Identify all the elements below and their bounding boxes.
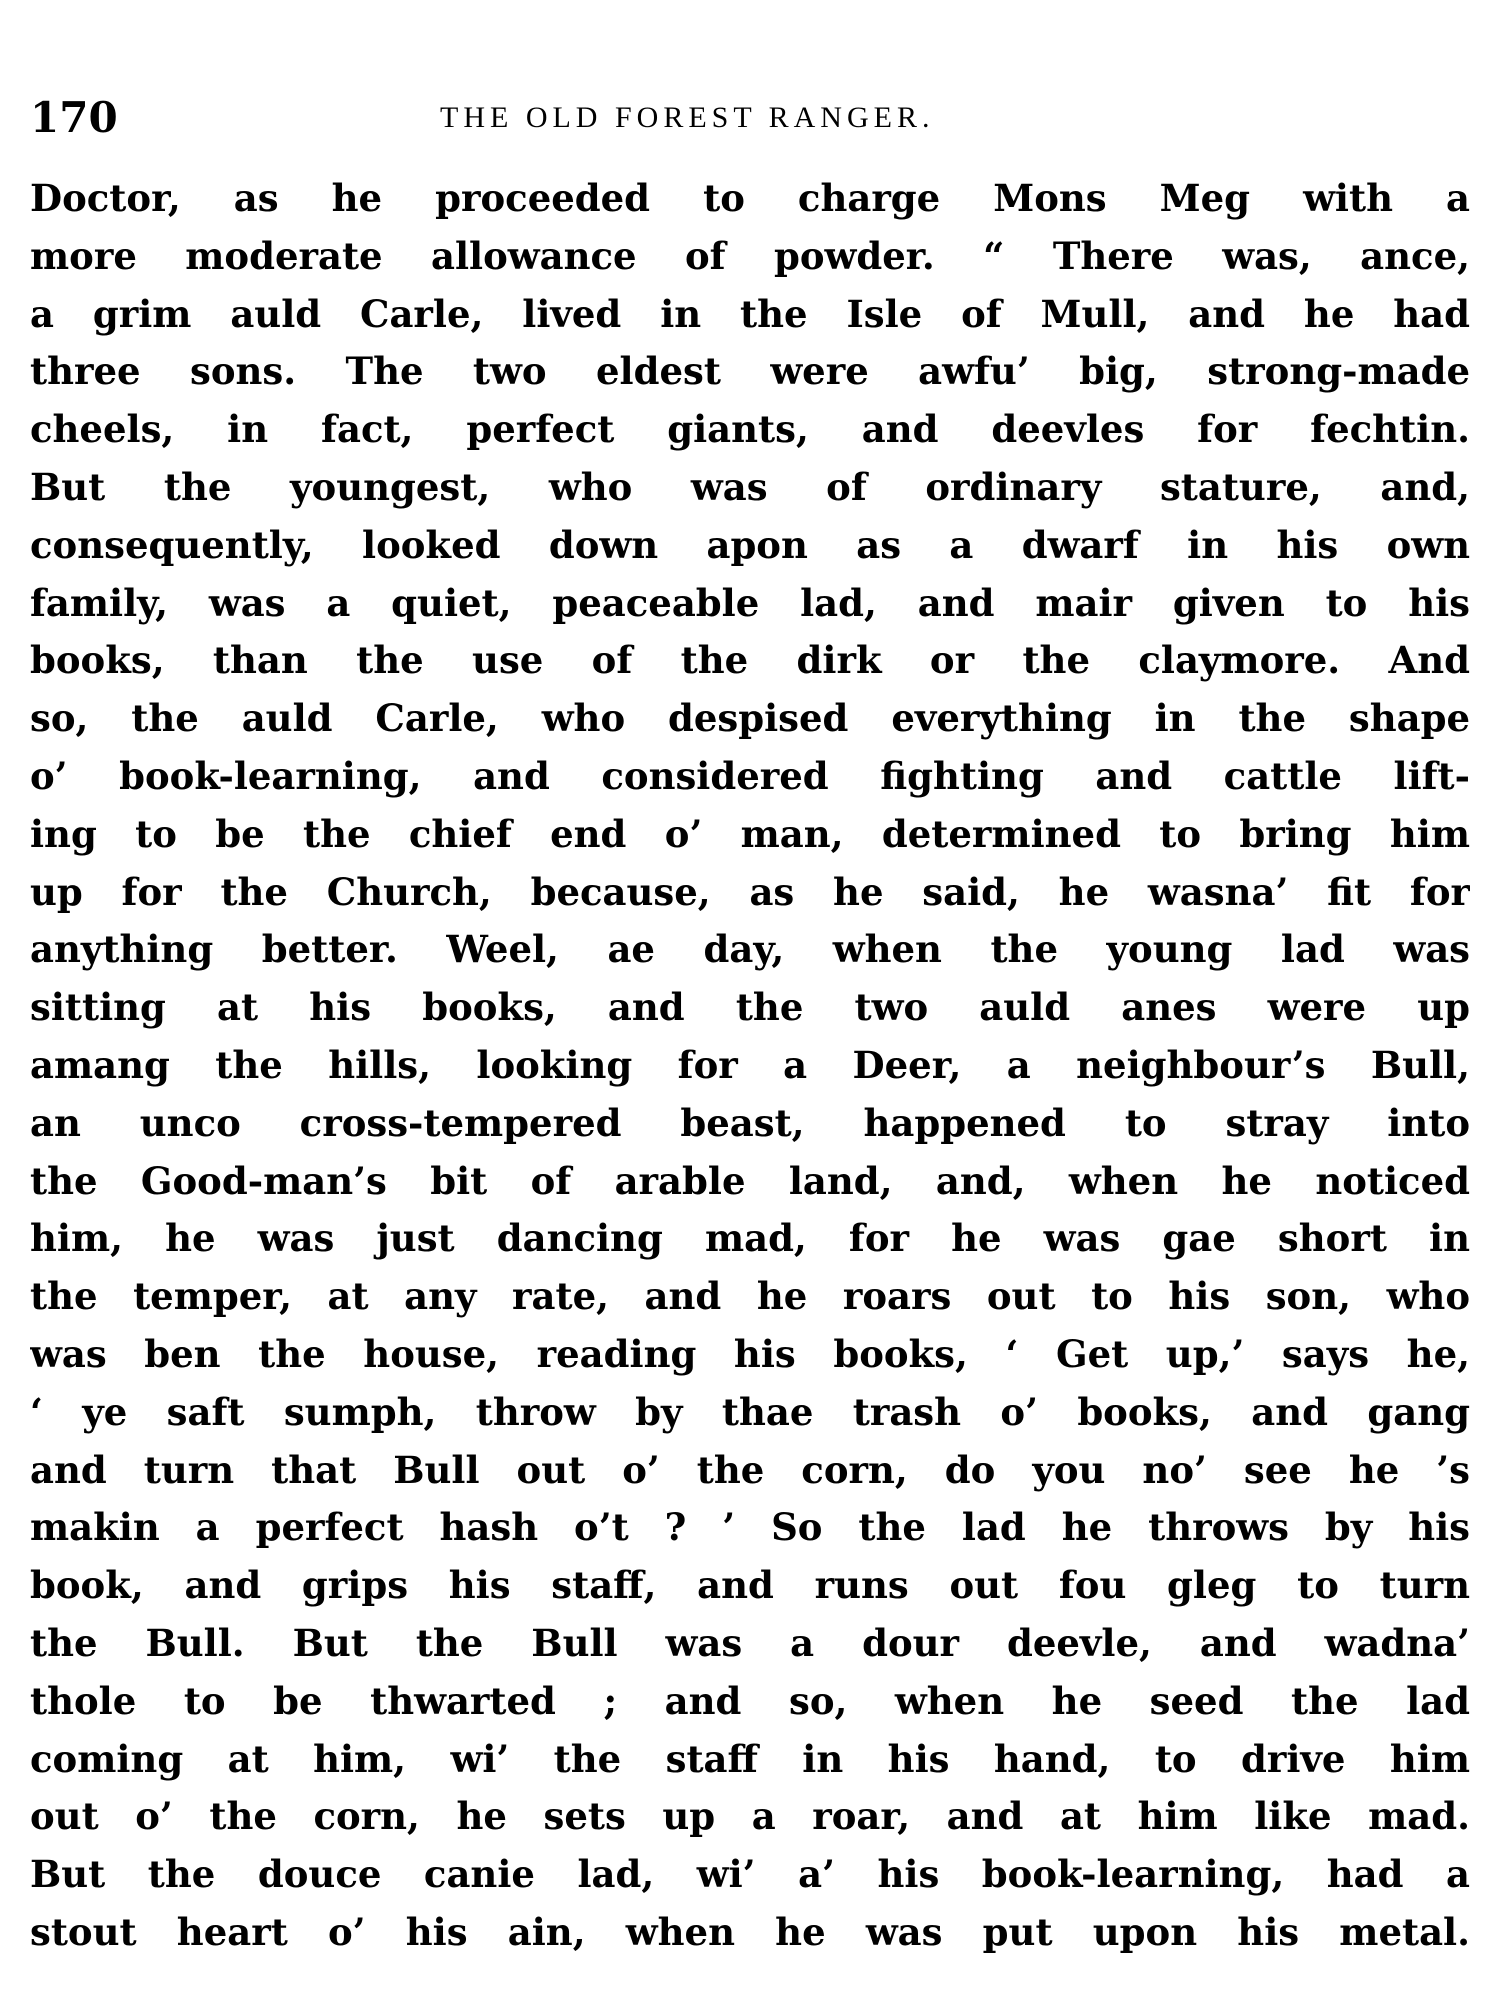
page-number: 170 [30, 93, 118, 142]
body-text [30, 170, 1470, 1962]
text-line: thole to be thwarted ; and so, when he seed the lad [30, 1678, 1470, 1723]
running-title: THE OLD FOREST RANGER. [440, 101, 935, 134]
text-line: stout heart o’ his ain, when he was put upon his metal. [30, 1909, 1470, 1954]
text-line: three sons. The two eldest were awfu’ big, strong-made [30, 349, 1470, 394]
text-line: an unco cross-tempered beast, happened to stray into [30, 1100, 1470, 1145]
text-line: consequently, looked down apon as a dwarf in his own [30, 522, 1470, 567]
text-line: Doctor, as he proceeded to charge Mons Meg with a [30, 176, 1470, 220]
text-line: more moderate allowance of powder. “ There was, ance, [30, 233, 1470, 278]
text-line: books, than the use of the dirk or the claymore. And [30, 638, 1470, 683]
text-line: coming at him, wi’ the staff in his hand, to drive him [30, 1736, 1470, 1781]
text-line: him, he was just dancing mad, for he was gae short in [30, 1216, 1470, 1261]
running-head [30, 88, 1470, 148]
text-line: amang the hills, looking for a Deer, a neighbour’s Bull, [30, 1042, 1470, 1087]
text-line: so, the auld Carle, who despised everything in the shape [30, 696, 1470, 741]
text-line: cheels, in fact, perfect giants, and deevles for fechtin. [30, 407, 1470, 452]
text-line: sitting at his books, and the two auld anes were up [30, 985, 1470, 1030]
text-line: ing to be the chief end o’ man, determined to bring him [30, 811, 1470, 856]
text-line: a grim auld Carle, lived in the Isle of Mull, and he had [30, 291, 1470, 336]
text-line: But the douce canie lad, wi’ a’ his book-learning, had a [30, 1852, 1470, 1897]
text-line: the Good-man’s bit of arable land, and, when he noticed [30, 1158, 1470, 1203]
text-line: was ben the house, reading his books, ‘ Get up,’ says he, [30, 1331, 1470, 1376]
text-line: book, and grips his staff, and runs out fou gleg to turn [30, 1563, 1470, 1608]
text-line: the Bull. But the Bull was a dour deevle, and wadna’ [30, 1620, 1470, 1665]
text-line: anything better. Weel, ae day, when the young lad was [30, 927, 1470, 972]
text-line: makin a perfect hash o’t ? ’ So the lad he throws by his [30, 1505, 1470, 1550]
text-line: family, was a quiet, peaceable lad, and mair given to his [30, 580, 1470, 625]
text-line: o’ book-learning, and considered fighting and cattle lift- [30, 753, 1470, 798]
text-line: out o’ the corn, he sets up a roar, and at him like mad. [30, 1794, 1470, 1839]
text-line: the temper, at any rate, and he roars out to his son, who [30, 1274, 1470, 1319]
text-line: up for the Church, because, as he said, he wasna’ fit for [30, 869, 1470, 914]
text-line: ‘ ye saft sumph, throw by thae trash o’ books, and gang [30, 1389, 1470, 1434]
text-line: But the youngest, who was of ordinary stature, and, [30, 464, 1470, 509]
text-line: and turn that Bull out o’ the corn, do you no’ see he ’s [30, 1447, 1470, 1492]
